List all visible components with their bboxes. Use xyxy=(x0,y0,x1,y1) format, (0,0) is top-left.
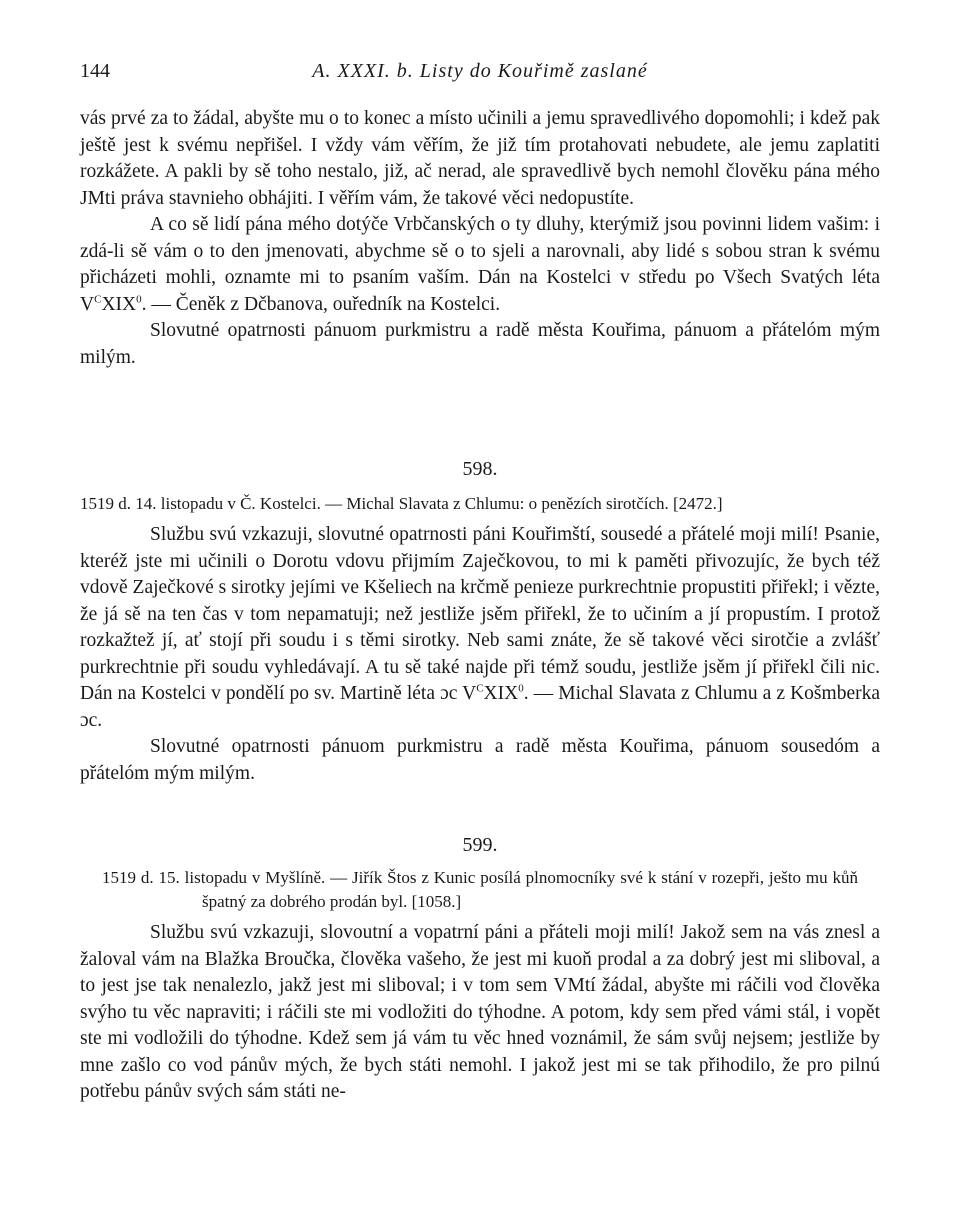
running-title: A. XXXI. b. Listy do Kouřimě zaslané xyxy=(312,60,648,82)
page-number: 144 xyxy=(80,60,110,82)
letter-597-address: Slovutné opatrnosti pánuom purkmistru a radě města Kouřima, pánuom a přátelóm mým milým. xyxy=(80,320,880,368)
letter-598 xyxy=(80,456,880,787)
letter-599-number: 599. xyxy=(462,834,498,856)
letter-598-body: Službu svú vzkazuji, slovutné opatrnosti páni Kouřimští, sousedé a přátelé moji milí! Psanie, kteréž jste mi učinili o Dorotu vdovu přijmím Zaječkovou, to mi k paměti přivozujíc, že bych též vdově Zaječkové s sirotky jejími ve Kšeliech na krčmě penieze purkrechtnie propustiti přiřekl; i vězte, že já sě na ten čas v tom nepamatuji; než jestliže jsěm přiřekl, že to učiním a jí propustím. I protož rozkažtež jí, ať stojí při soudu i s těmi sirotky. Neb sami znáte, že sě takové věci sirotčie a zvlášť purkrechtnie při soudu vyhledávají. A tu sě také najde při témž soudu, jestliže jsěm jí přiřekl čili nic. Dán na Kostelci v pondělí po sv. Martině léta ɔc $V^CXIX^0$. — Michal Slavata z Chlumu a z Košmberka ɔc. xyxy=(80,524,880,731)
letter-599-heading: 1519 d. 15. listopadu v Myšlíně. — Jiřík Štos z Kunic posílá plnomocníky své k stání v rozepři, ješto mu kůň špatný za dobrého prodán byl. [1058.] xyxy=(102,868,858,911)
letter-598-number: 598. xyxy=(462,458,498,480)
letter-598-address: Slovutné opatrnosti pánuom purkmistru a radě města Kouřima, pánuom sousedóm a přátelóm mým milým. xyxy=(80,736,880,784)
letter-598-heading: 1519 d. 14. listopadu v Č. Kostelci. — Michal Slavata z Chlumu: o penězích sirotčích. [2472.] xyxy=(80,494,723,513)
letter-599-body: Službu svú vzkazuji, slovoutní a vopatrní páni a přáteli moji milí! Jakož sem na vás znesl a žaloval vám na Blažka Broučka, člověka vašeho, že jest mi kuoň prodal a za dobrý jest mi sliboval, a to jest jse tak nenalezlo, jakž jest mi sliboval; i v tom sem VMtí žádal, abyšte mi ráčili vod člověka svýho tu věc napraviti; i ráčili ste mi vodložiti do týhodne. A potom, kdy sem před vámi stál, i vopět ste mi vodložili do týhodne. Kdež sem já vám tu věc hned voznámil, že sám svůj nejsem; jestliže by mne zašlo co vod pánův mých, že bych státi nemohl. I jakož jest mi se tak přihodilo, že pro pilnú potřebu pánův svých sám státi ne- xyxy=(80,922,880,1102)
letter-597-paragraph-1: vás prvé za to žádal, abyšte mu o to konec a místo učinili a jemu spravedlivého dopomohli; i kdež pak ještě jest k svému nepřišel. I vždy vám věřím, že již tím protahovati nebudete, ale jemu zaplatiti rozkážete. A pakli by sě toho nestalo, již, ač nerad, ale spravedlivě bych nemohl člověku pána mého JMti práva stavnieho obhájiti. I věřím vám, že takové věci nedopustíte. xyxy=(80,108,880,209)
running-header xyxy=(80,60,880,90)
letter-597-paragraph-2: A co sě lidí pána mého dotýče Vrbčanských o ty dluhy, kterýmiž jsou povinni lidem vašim: i zdá-li sě vám o to den jmenovati, abychme sě o to sjeli a narovnali, aby lidé s sobou stran k svému přicházeti mohli, oznamte mi to psaním vaším. Dán na Kostelci v středu po Všech Svatých léta $V^CXIX^0$. — Čeněk z Dčbanova, ouředník na Kostelci. xyxy=(80,214,880,315)
letter-599 xyxy=(80,832,880,1106)
letter-597-end xyxy=(80,106,880,371)
